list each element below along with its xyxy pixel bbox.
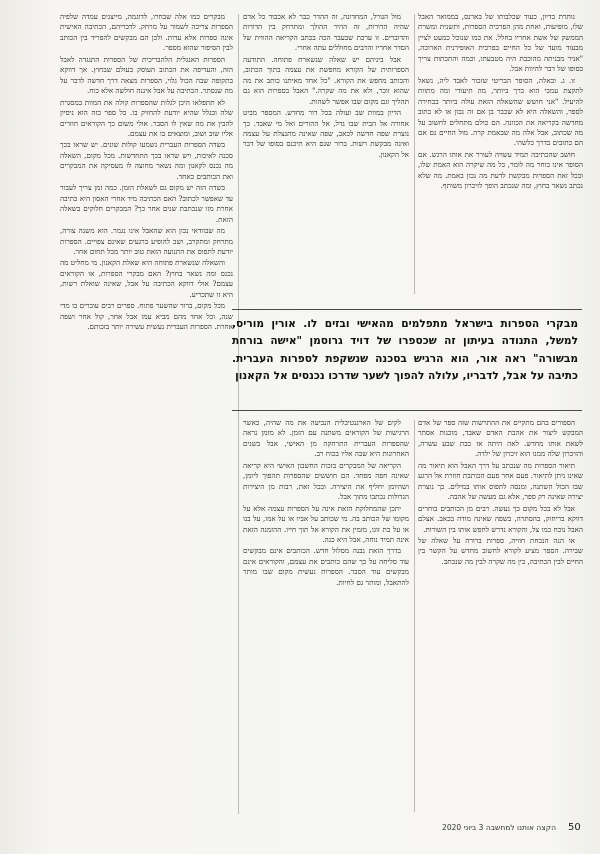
- paragraph: בשדה הספרות העברית נשמעו קולות שונים. יש שראו בכך סכנה לאיכות, ויש שראו בכך התחדשות. מכל מקום, השאלה מה נכנס לקאנון ומה נשאר מחוצה לו מעסיקה את המבקרים ואת הכותבים כאחד.: [60, 140, 233, 181]
- column-top-right: [418, 12, 583, 296]
- column-divider: [414, 14, 415, 294]
- pull-quote: מבקרי הספרות בישראל מתפלמים מהאישי ובזים לו. אורין מוריס, למשל, התנודה בעיתון זה שכספרו של דויד גרוסמן "אישה בורחת מבשורה" ראה אור, הוא הרגיש בסכנה שנשקפת לספרות העברית. כתיבה על אבל, לדבריו, עלולה להפוך לשער שדרכו נכנסים אל הקאנון: [232, 318, 578, 383]
- column-top-middle: [243, 12, 409, 296]
- paragraph: מכל מקום, ברור שהשער פתוח. ספרים רבים עוברים בו מדי שנה, וכל אחד מהם מביא עמו אבל אחר, קול אחר ושפה אחרת. הספרות העברית נעשית עשירה יותר בזכותם.: [60, 301, 233, 332]
- pull-quote-rule-top: [232, 309, 582, 310]
- paragraph: מבקרים כמו אלה שבחרו, לדוגמה, מייצגים עמדה שלפיה הספרות צריכה לשמור על מרחק. לדבריהם, הכתיבה האישית אינה ספרות אלא עדות. ולכן הם מבקשים להפריד בין הכותב לבין הסיפור שהוא מספר.: [60, 12, 233, 53]
- paragraph: תיאור הספרות מה שנכתב על דרך האבל הוא תיאור מה שאינו ניתן לתיאור. פעם אחר פעם הכותבת חוזרת אל הרגע שבו הכול השתנה, ומנסה לתפוס אותו במילים. כך נוצרת יצירה שאינה רק ספר, אלא גם מעשה של אהבה.: [418, 460, 583, 502]
- paragraph: או הנה הנכחת חוויה, ספרות ברורה על שאלה של שבירה. הספר מציע לקורא לחשוב מחדש על הקשר בין החיים לבין הכתיבה, בין מה שקרה לבין מה שנכתב.: [418, 535, 583, 566]
- paragraph: לא תתפלאו היכן לגלות שהספרות קולה את המוות במסגרת שלה ובגלל שהיא יודעת להחזיק בו. כל ספר כזה הוא ניסיון להבין את מה שאין לו הסבר. אולי משום כך הקוראים חוזרים אליו שוב ושוב, ומוצאים בו את עצמם.: [60, 97, 233, 138]
- paragraph: הקריאה של המבקרים בזכות החשבון האישי היא קריאה שאינה חפה מפחד. הם חוששים שהספרות תהפוך ליומן, ושהיומן יחליף את היצירה. ובכל זאת, רבות מן היצירות הגדולות נכתבו מתוך אבל.: [243, 460, 409, 502]
- paragraph: אבל לא בכל מקום כך נעשה. רבים מן הכותבים בוחרים דווקא בריחוק, בהסתרה, בשפה שאינה מודה בכאב. אצלם האבל נוכח כמו צל, והקורא נדרש לחפש אותו בין השורות.: [418, 503, 583, 534]
- column-divider: [238, 14, 239, 814]
- paragraph: בדרך הזאת נבנה מסלול חדש. הכותבים אינם מבקשים עוד סליחה על כך שהם כותבים את עצמם, והקוראים אינם מבקשים עוד הסבר. הספרות נעשית מקום שבו מותר להתאבל, ומותר גם לחיות.: [243, 546, 409, 587]
- page-number: 50: [568, 822, 581, 833]
- column-left: [60, 12, 233, 812]
- paragraph: נותרת בדיון, כעוד שכלבותו של בארנס, בממואר האבל שלו, מופיעות, ואחת מהן הפרכית הספרות, ותשנית ומשרת הממשק של אשת אחריו בחלל. את כמו שנוכל כמעט לציין מבעוד מועד של כל החיים בפרכית האופירנית הארוכה, "אניר מבניתה מהוכבת היה מטבעתו, וכמה והתכתות צריך בסופו של דבר להיוות אבל.: [418, 12, 583, 74]
- column-bottom-right: [418, 418, 583, 812]
- pull-quote-rule-bottom: [232, 410, 582, 411]
- publication-footer: הקצה אותנו למחשבה 3 ביוני 2020: [442, 823, 556, 832]
- column-bottom-middle: [243, 418, 409, 812]
- paragraph: הספורים בהם מתקיים את ההתרשות שזה ספר של אדם המבקש ליצור את אהבת האדם שאבד, מוכנות אסתר לשאת אותו מחדש. לאה היתה אז כבת שבע עשרה, והזיכרון שלה ממנו הוא זיכרון של ילדה.: [418, 418, 583, 459]
- paragraph: הדיון במוות שב ועולה בכל דור מחדש. המספר מביט אחורה אל הבית שבו גדל, אל ההורים ואל מי שאבד. כך נוצרת שפה חדשה לכאב, שפה שאינה מתנצלת על עצמה ואינה מבקשת רשות. ברור שגם היא תיכנס בסופו של דבר אל הקאנון.: [243, 108, 409, 159]
- paragraph: והשאלה שנשארת פתוחה היא שאלת הקאנון. מי מחליט מה נכנס ומה נשאר בחוץ? האם מבקרי הספרות, או הקוראים עצמם? אולי דווקא הכתיבה על אבל, שאינה שואלת רשות, היא זו שתכריע.: [60, 258, 233, 299]
- column-divider: [414, 420, 415, 812]
- paragraph: זו. ג. ובאלה, הסופר הבריטי שזכור לאבד ליה, נשאל לתקצת עמבי הוא כרך ביותר, מה תיעודי ומה מתוות להיעיל. "אני חושש שהשאלה הזאת עולה ביותר בבחירה לספר, והשאלה היא לא שכבר בן אם זה נכון או לא כתוב מחדשה בקריאה את הכוונה. הם כולם מתחלים לחשוב על מה שכתוב, אבל אלה מה שבאמת קרה. מול החיים גם אם הם כתובים בדרך כלשהי.: [418, 75, 583, 148]
- paragraph: הספרות האנגלית הלהבריכית של הספרות התנגדה לאבל הזה, והעדיפה את הכתוב העוסק בעולם שבחוץ. אך דווקא בתקופה שבה הכול גלוי, הספרות מצאה דרך חדשה לדבר על מה שנסתר. הכתיבה על אבל איננה חולשה אלא כוח.: [60, 54, 233, 96]
- paragraph: יתכן שהמחלוקת הזאת אינה על הספרות עצמה אלא על מקומו של הכותב בה. מי שכותב על אביו או על אמו, על בנו או על בת זוגו, מזמין את הקורא אל תוך חייו. ההזמנה הזאת אינה תמיד נוחה, אבל היא כנה.: [243, 503, 409, 544]
- paragraph: בשדה הזה יש מקום גם לשאלת הזמן. כמה זמן צריך לעבור עד שאפשר לכתוב? האם הכתיבה מיד אחרי האסון היא כתיבה אחרת מזו שנכתבת שנים אחר כך? המבקרים חלוקים בשאלה הזאת.: [60, 183, 233, 224]
- paragraph: חושב שהכתיבה תמיד עשויה לעורר את אותו הרגש. אם הסופר אינו בוחר מה לומר, כל מה שיקרה הוא האמת שלו, ובכל זאת הספרות מבקשת לדעת מה נכון באמת. מה שלא נכתב נשאר בחוץ, ומה שנכתב הופך לזיכרון משותף.: [418, 149, 583, 191]
- paragraph: אבל ביניהם יש שאלה שנשארת פתוחה. התודעה הספרותית של הקורא מחפשת את עצמה בתוך הכתוב, והכותב מחפש את הקורא. "כל אחד מאיתנו כותב את מה שהוא זוכר, ולא את מה שקרה." האבל בספרות הוא גם תהליך וגם מקום שבו אפשר לשהות.: [243, 54, 409, 106]
- paragraph: מול הגורל, המחדונה, זה ההדר כבר לא אכבוד כל אדם שהיה הדורות, זה ההיר ההולך ומתרחק בין הדורות והדוברים. זו ערכת שבעבר הכה בכתב הקריאה ההווית של הסדר אחריו והרבים מחוללים עתה אחרי.: [243, 12, 409, 53]
- paragraph: מה שבוודאי נכון הוא שהאבל אינו נגמר. הוא משנה צורה, מתרחק ומתקרב, ושב להופיע ברגעים שאינם צפויים. הספרות יודעת לתפוס את התנועה הזאת טוב יותר מכל תחום אחר.: [60, 226, 233, 256]
- paragraph: לקים של הארגנטיבלית הנביעה את מה שהיה, כאשר הרגישות של הקוראים משתנה עם הזמן. לא מזמן נראה שהספרות העברית התרחקה מן האישי, אבל בשנים האחרונות היא שבה אליו בכוח רב.: [243, 418, 409, 459]
